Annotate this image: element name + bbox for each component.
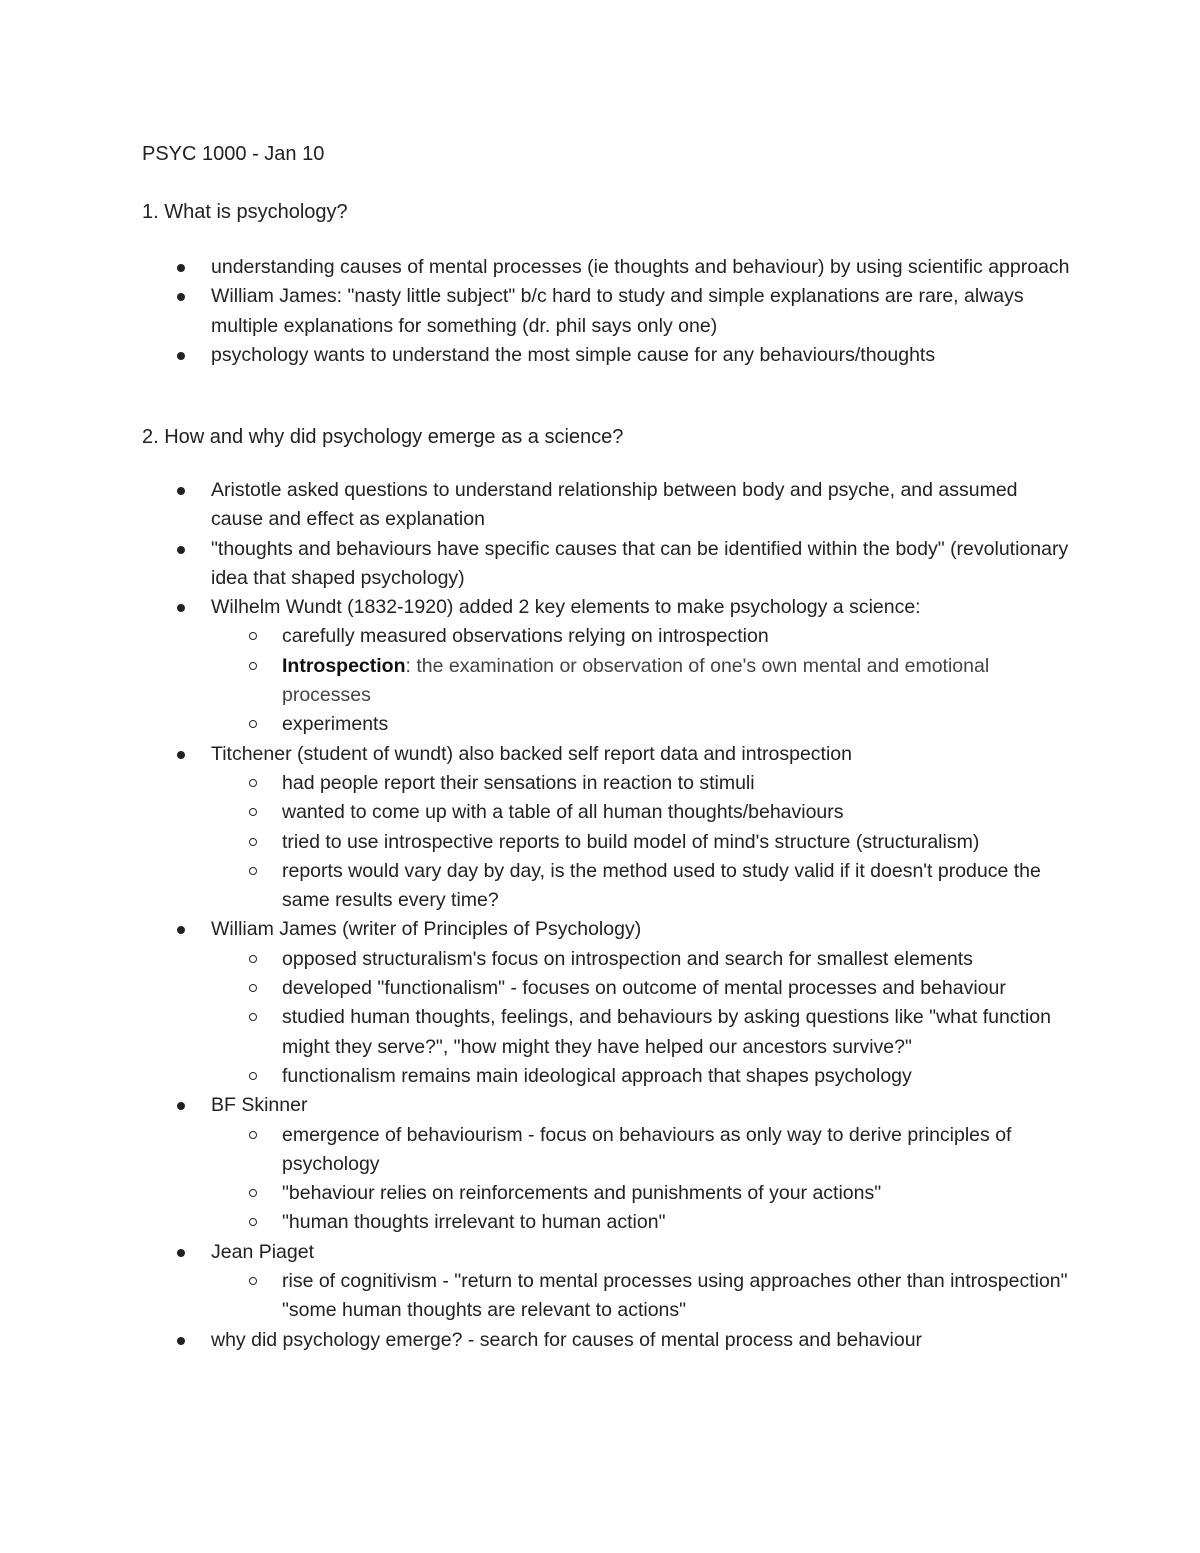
section-heading-1: 1. What is psychology?	[142, 201, 348, 223]
list-item: psychology wants to understand the most simple cause for any behaviours/thoughts	[0, 341, 1200, 370]
hollow-bullet-icon	[249, 838, 257, 846]
sub-list-item: opposed structuralism's focus on introspection and search for smallest elements	[282, 945, 1200, 974]
sub-list-item: experiments	[282, 710, 1200, 739]
bullet-icon	[177, 604, 185, 612]
sub-list-item: functionalism remains main ideological approach that shapes psychology	[282, 1062, 1200, 1091]
list-item: BF Skinner emergence of behaviourism - focus on behaviours as only way to derive principles of psychology "behaviour relies on reinforcements and punishments of your actions" "human thoughts irrelevant to human action"	[0, 1091, 1200, 1237]
hollow-bullet-icon	[249, 632, 257, 640]
sub-list	[211, 622, 1200, 739]
bullet-icon	[177, 352, 185, 360]
sub-list	[211, 769, 1200, 915]
definition-text: : the examination or observation of one's own mental and emotional processes	[282, 654, 990, 707]
list-item: Titchener (student of wundt) also backed self report data and introspection had people report their sensations in reaction to stimuli wanted to come up with a table of all human thoughts/behaviours tried to use introspective reports to build model of mind's structure (structuralism) reports would vary day by day, is the method used to study valid if it doesn't produce the same results every time?	[0, 740, 1200, 916]
sub-list	[211, 1267, 1200, 1326]
hollow-bullet-icon	[249, 867, 257, 875]
bullet-icon	[177, 1337, 185, 1345]
sub-list-item: wanted to come up with a table of all human thoughts/behaviours	[282, 798, 1200, 827]
hollow-bullet-icon	[249, 1277, 257, 1285]
sub-list-item: reports would vary day by day, is the method used to study valid if it doesn't produce the same results every time?	[282, 857, 1200, 916]
hollow-bullet-icon	[249, 1189, 257, 1197]
sub-list-item: studied human thoughts, feelings, and behaviours by asking questions like "what function might they serve?", "how might they have helped our ancestors survive?"	[282, 1003, 1200, 1062]
hollow-bullet-icon	[249, 1072, 257, 1080]
section-1-list	[0, 253, 1200, 370]
bullet-icon	[177, 487, 185, 495]
hollow-bullet-icon	[249, 779, 257, 787]
hollow-bullet-icon	[249, 1013, 257, 1021]
list-item: William James: "nasty little subject" b/c hard to study and simple explanations are rare, always multiple explanations for something (dr. phil says only one)	[0, 282, 1200, 341]
sub-list-item: had people report their sensations in reaction to stimuli	[282, 769, 1200, 798]
section-2-list	[0, 476, 1200, 1355]
bullet-icon	[177, 926, 185, 934]
definition-term: Introspection	[282, 654, 406, 677]
sub-list-item: emergence of behaviourism - focus on behaviours as only way to derive principles of psychology	[282, 1121, 1200, 1180]
list-item: Jean Piaget rise of cognitivism - "return to mental processes using approaches other than introspection" "some human thoughts are relevant to actions"	[0, 1238, 1200, 1326]
hollow-bullet-icon	[249, 1131, 257, 1139]
list-item: Wilhelm Wundt (1832-1920) added 2 key elements to make psychology a science: carefully measured observations relying on introspection Introspection: the examination or observation of one's own mental and emotional processes experiments	[0, 593, 1200, 739]
bullet-icon	[177, 293, 185, 301]
bullet-icon	[177, 264, 185, 272]
list-item: William James (writer of Principles of Psychology) opposed structuralism's focus on introspection and search for smallest elements developed "functionalism" - focuses on outcome of mental processes and behaviour studied human thoughts, feelings, and behaviours by asking questions like "what function might they serve?", "how might they have helped our ancestors survive?" functionalism remains main ideological approach that shapes psychology	[0, 915, 1200, 1091]
sub-list	[211, 1121, 1200, 1238]
hollow-bullet-icon	[249, 808, 257, 816]
list-item: Aristotle asked questions to understand relationship between body and psyche, and assumed cause and effect as explanation	[0, 476, 1200, 535]
hollow-bullet-icon	[249, 955, 257, 963]
sub-list-item: rise of cognitivism - "return to mental processes using approaches other than introspection" "some human thoughts are relevant to actions"	[282, 1267, 1200, 1326]
page-title: PSYC 1000 - Jan 10	[142, 143, 325, 165]
sub-list	[211, 945, 1200, 1091]
sub-list-item: "behaviour relies on reinforcements and punishments of your actions"	[282, 1179, 1200, 1208]
sub-list-item: carefully measured observations relying on introspection	[282, 622, 1200, 651]
bullet-icon	[177, 1249, 185, 1257]
hollow-bullet-icon	[249, 984, 257, 992]
hollow-bullet-icon	[249, 1218, 257, 1226]
hollow-bullet-icon	[249, 720, 257, 728]
bullet-icon	[177, 1102, 185, 1110]
hollow-bullet-icon	[249, 662, 257, 670]
bullet-icon	[177, 751, 185, 759]
section-heading-2: 2. How and why did psychology emerge as a science?	[142, 426, 624, 448]
list-item: understanding causes of mental processes (ie thoughts and behaviour) by using scientific approach	[0, 253, 1200, 282]
list-item: "thoughts and behaviours have specific causes that can be identified within the body" (revolutionary idea that shaped psychology)	[0, 535, 1200, 594]
list-item: why did psychology emerge? - search for causes of mental process and behaviour	[0, 1326, 1200, 1355]
sub-list-item: "human thoughts irrelevant to human action"	[282, 1208, 1200, 1237]
bullet-icon	[177, 546, 185, 554]
sub-list-item: tried to use introspective reports to build model of mind's structure (structuralism)	[282, 828, 1200, 857]
sub-list-item: developed "functionalism" - focuses on outcome of mental processes and behaviour	[282, 974, 1200, 1003]
sub-list-item	[282, 652, 1200, 711]
